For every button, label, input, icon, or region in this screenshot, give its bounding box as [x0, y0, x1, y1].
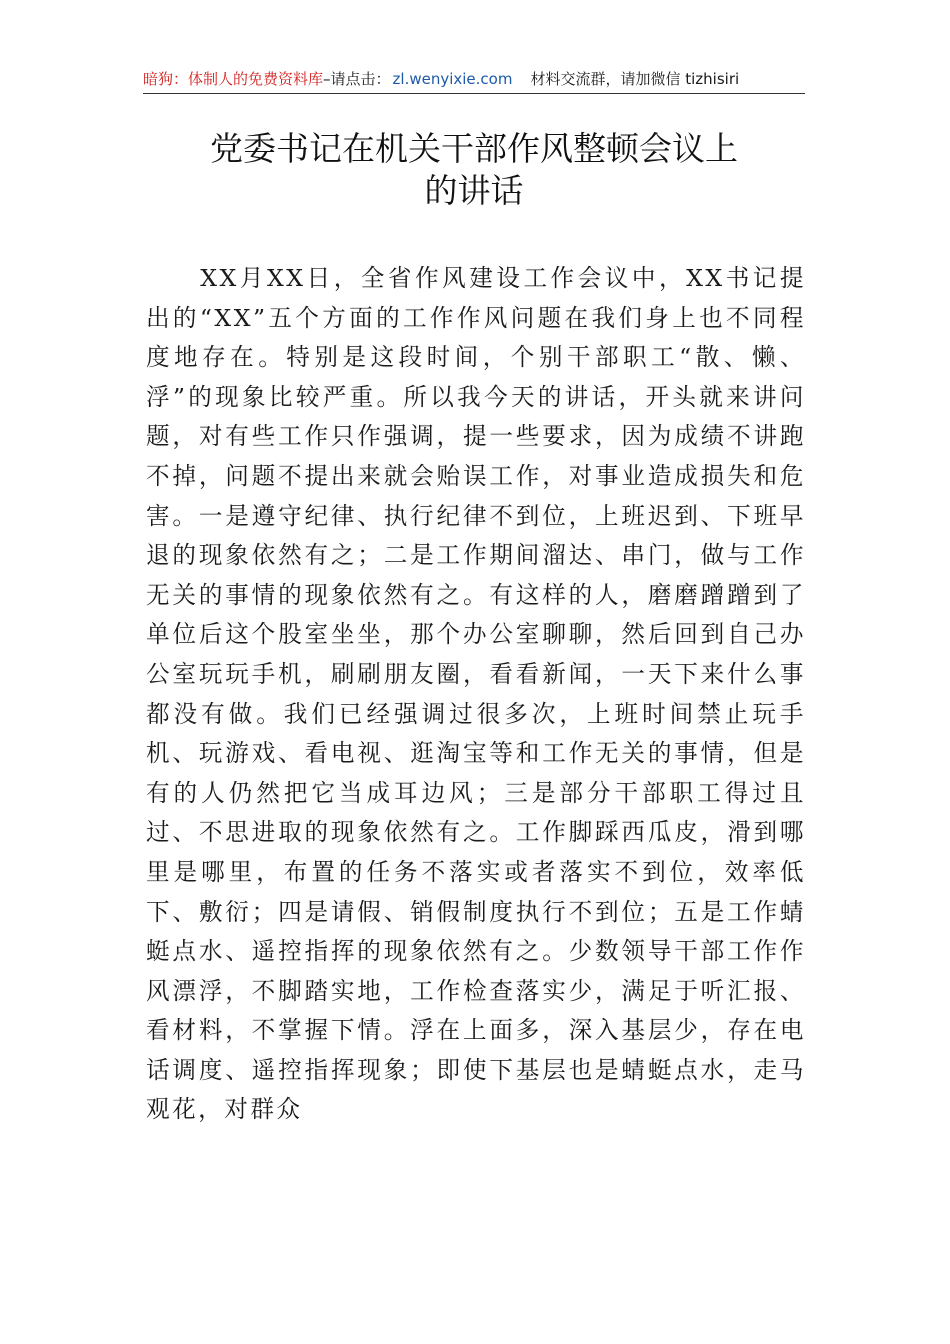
body-paragraph: XX月XX日，全省作风建设工作会议中，XX书记提出的“XX”五个方面的工作作风问题在我们身上也不同程度地存在。特别是这段时间，个别干部职工“散、懒、浮”的现象比较严重。所以我今天的讲话，开头就来讲问题，对有些工作只作强调，提一些要求，因为成绩不讲跑不掉，问题不提出来就会贻误工作，对事业造成损失和危害。一是遵守纪律、执行纪律不到位，上班迟到、下班早退的现象依然有之；二是工作期间溜达、串门，做与工作无关的事情的现象依然有之。有这样的人，磨磨蹭蹭到了单位后这个股室坐坐，那个办公室聊聊，然后回到自己办公室玩玩手机，刷刷朋友圈，看看新闻，一天下来什么事都没有做。我们已经强调过很多次，上班时间禁止玩手机、玩游戏、看电视、逛淘宝等和工作无关的事情，但是有的人仍然把它当成耳边风；三是部分干部职工得过且过、不思进取的现象依然有之。工作脚踩西瓜皮，滑到哪里是哪里，布置的任务不落实或者落实不到位，效率低下、敷衍；四是请假、销假制度执行不到位；五是工作蜻蜓点水、遥控指挥的现象依然有之。少数领导干部工作作风漂浮，不脚踏实地，工作检查落实少，满足于听汇报、看材料，不掌握下情。浮在上面多，深入基层少，存在电话调度、遥控指挥现象；即使下基层也是蜻蜓点水，走马观花，对群众: [146, 264, 806, 1124]
header-prompt: –请点击：: [323, 70, 391, 88]
title-line-2: 的讲话: [424, 171, 524, 210]
header-site-link[interactable]: zl.wenyixie.com: [392, 70, 513, 88]
header-group-note: 材料交流群，请加微信 tizhisiri: [530, 70, 740, 88]
header-divider: [143, 93, 805, 94]
header-brand: 暗狗：体制人的免费资料库: [143, 70, 324, 88]
document-title: [143, 128, 805, 212]
page-header: [143, 66, 805, 92]
title-line-1: 党委书记在机关干部作风整顿会议上: [210, 129, 738, 168]
